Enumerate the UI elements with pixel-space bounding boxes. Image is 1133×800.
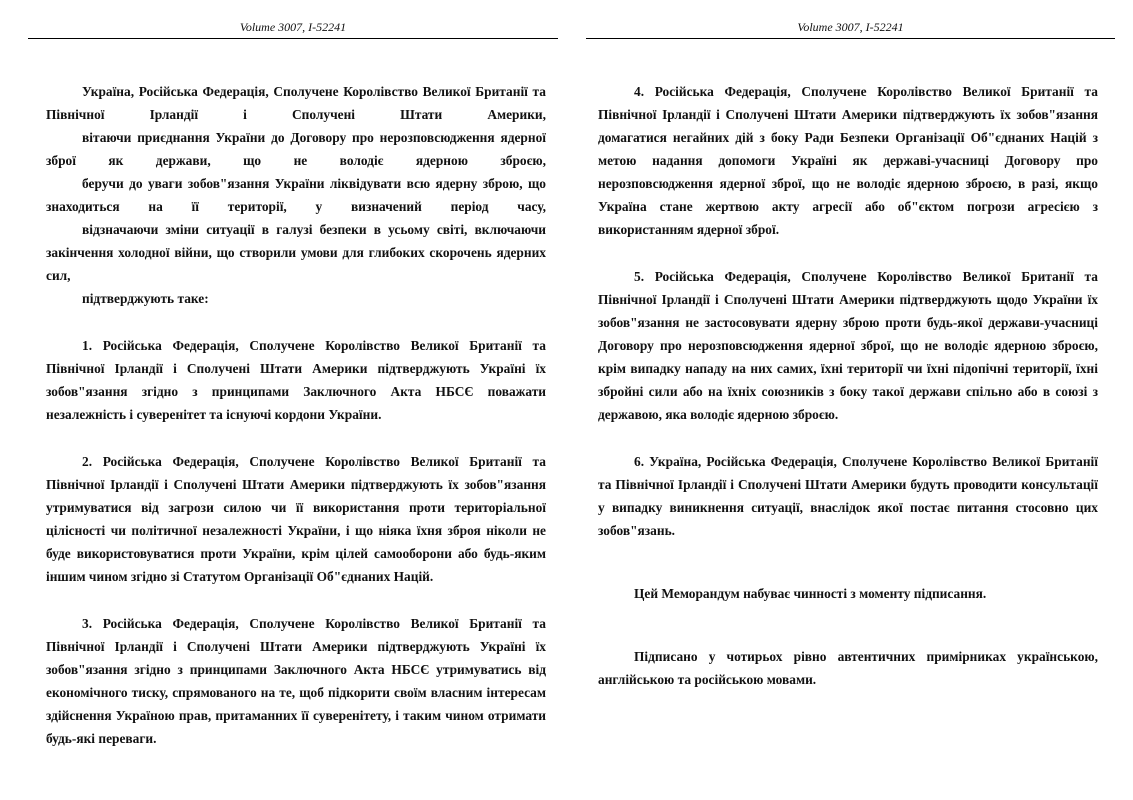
preamble-commitment: беручи до уваги зобов"язання України ліквідувати всю ядерну зброю, що знаходиться на її території, у визначений період часу, [46, 176, 546, 214]
article-6: 6. Україна, Російська Федерація, Сполучене Королівство Великої Британії та Північної Ірландії і Сполучені Штати Америки будуть проводити консультації у випадку виникнення ситуації, внаслідок якої постає питання стосовно цих зобов"язань. [598, 454, 1098, 538]
page-header-right: Volume 3007, I-52241 [586, 20, 1115, 39]
preamble-security-changes: відзначаючи зміни ситуації в галузі безпеки в усьому світі, включаючи закінчення холодної війни, що створили умови для глибоких скорочень ядерних сил, [46, 222, 546, 283]
right-page [566, 0, 1133, 800]
article-2: 2. Російська Федерація, Сполучене Королівство Великої Британії та Північної Ірландії і Сполучені Штати Америки підтверджують їх зобов"язання утримуватися від загрози силою чи її використання проти територіальної цілісності чи політичної незалежності України, і що ніяка їхня зброя ніколи не буде використовуватися проти України, крім цілей самооборони або будь-яким іншим чином згідно зі Статутом Організації Об"єднаних Націй. [46, 454, 546, 584]
page-header-left: Volume 3007, I-52241 [28, 20, 558, 39]
left-page [0, 0, 566, 800]
preamble-parties: Україна, Російська Федерація, Сполучене Королівство Великої Британії та Північної Ірландії і Сполучені Штати Америки, [46, 84, 546, 122]
article-1: 1. Російська Федерація, Сполучене Королівство Великої Британії та Північної Ірландії і Сполучені Штати Америки підтверджують Україні їх зобов"язання згідно з принципами Заключного Акта НБСЄ поважати незалежність і суверенітет та існуючі кордони України. [46, 338, 546, 422]
left-page-body [46, 80, 546, 750]
right-page-body [598, 80, 1098, 691]
article-3: 3. Російська Федерація, Сполучене Королівство Великої Британії та Північної Ірландії і Сполучені Штати Америки підтверджують Україні їх зобов"язання згідно з принципами Заключного Акта НБСЄ утримуватись від економічного тиску, спрямованого на те, щоб підкорити своїм власним інтересам здійснення Україною прав, притаманних її суверенітету, і таким чином отримати будь-які переваги. [46, 616, 546, 746]
entry-into-force: Цей Меморандум набуває чинності з моменту підписання. [634, 586, 987, 601]
article-5: 5. Російська Федерація, Сполучене Королівство Великої Британії та Північної Ірландії і Сполучені Штати Америки підтверджують щодо України їх зобов"язання не застосовувати ядерну зброю проти будь-якої держави-учасниці Договору про нерозповсюдження ядерної зброї, що не володіє ядерною зброєю, крім випадку нападу на них самих, їхні території чи їхні підопічні території, їхні збройні сили або на їхніх союзників з боку такої держави спільно або в союзі з державою, яка володіє ядерною зброєю. [598, 269, 1098, 422]
signed-statement: Підписано у чотирьох рівно автентичних примірниках українською, англійською та російською мовами. [598, 649, 1098, 687]
preamble-affirm: підтверджують таке: [82, 291, 209, 306]
preamble-welcoming: вітаючи приєднання України до Договору про нерозповсюдження ядерної зброї як держави, що не володіє ядерною зброєю, [46, 130, 546, 168]
article-4: 4. Російська Федерація, Сполучене Королівство Великої Британії та Північної Ірландії і Сполучені Штати Америки підтверджують їх зобов"язання домагатися негайних дій з боку Ради Безпеки Організації Об"єднаних Націй з метою надання допомоги Україні як державі-учасниці Договору про нерозповсюдження ядерної зброї, що не володіє ядерною зброєю, в разі, якщо Україна стане жертвою акту агресії або об"єктом погрози агресією з використанням ядерної зброї. [598, 84, 1098, 237]
